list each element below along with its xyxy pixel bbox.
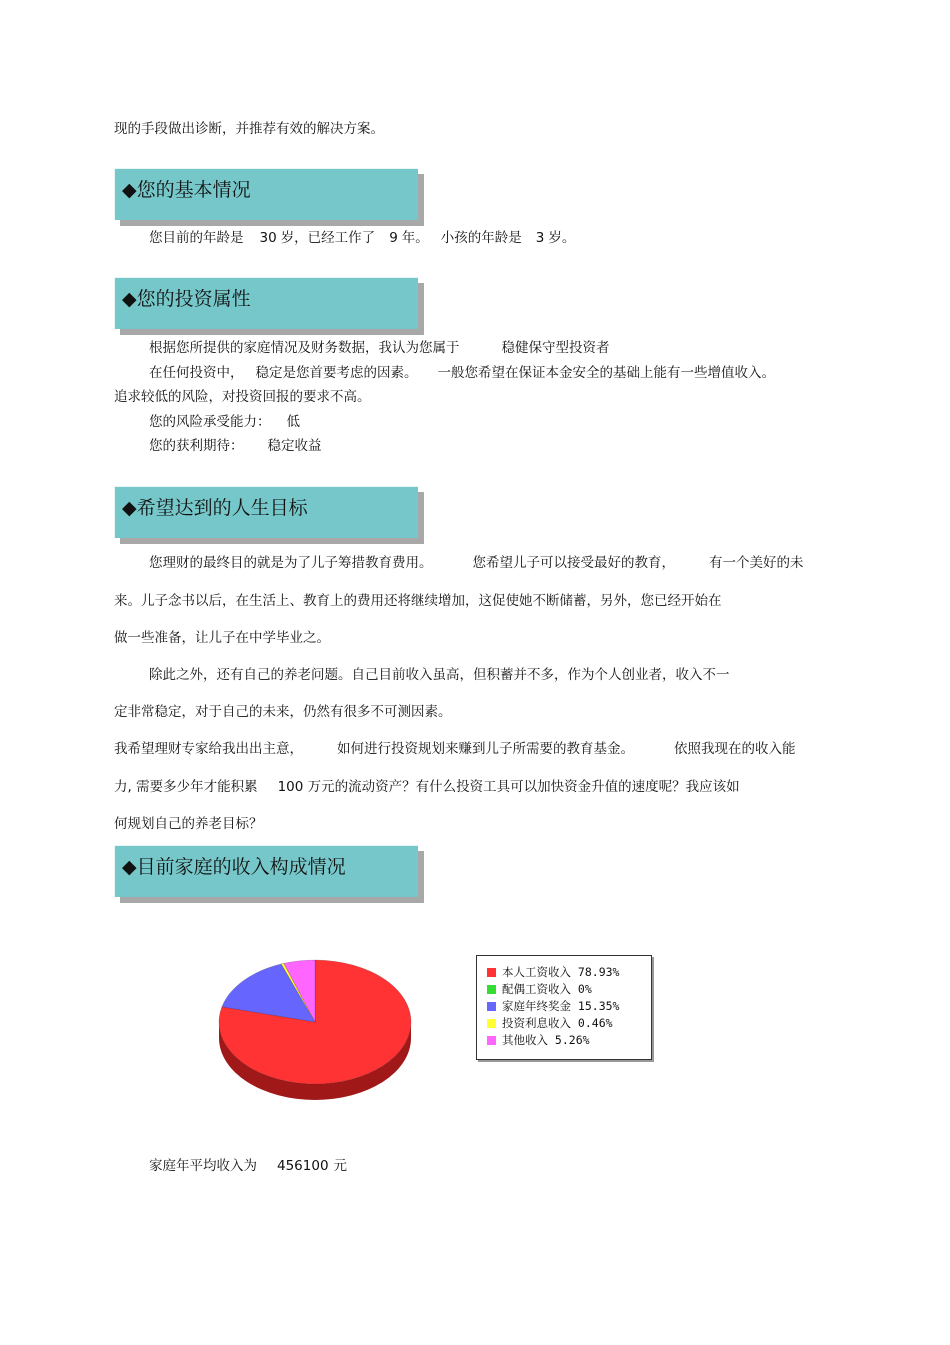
legend-swatch (487, 985, 496, 994)
invest-desc-line: 在任何投资中， 稳定是您首要考虑的因素。 一般您希望在保证本金安全的基础上能有一些增值收入。 (149, 365, 775, 381)
legend-swatch (487, 968, 496, 977)
age-value: 30 (259, 230, 277, 246)
profit-expectation-value: 稳定收益 (267, 438, 322, 454)
goals-line-1: 您理财的最终目的就是为了儿子筹措教育费用。 您希望儿子可以接受最好的教育， 有一个美好的未 (149, 555, 804, 571)
legend-label: 其他收入 5.26% (502, 1033, 590, 1047)
legend-swatch (487, 1019, 496, 1028)
basic-info-line: 您目前的年龄是 30 岁，已经工作了 9 年。 小孩的年龄是 3 岁。 (149, 230, 576, 246)
section-header-basic (114, 168, 418, 220)
legend-label: 本人工资收入 78.93% (502, 965, 620, 979)
invest-type-value: 稳健保守型投资者 (501, 340, 610, 356)
section-header-invest (114, 277, 418, 329)
annual-income-value: 456100 (277, 1158, 329, 1174)
section-title: ◆您的投资属性 (122, 288, 251, 310)
legend-item (487, 964, 619, 980)
legend-item (487, 981, 592, 997)
legend-label: 家庭年终奖金 15.35% (502, 999, 620, 1013)
child-age-value: 3 (535, 230, 545, 246)
invest-desc-line-2: 追求较低的风险，对投资回报的要求不高。 (114, 389, 371, 405)
section-title: ◆您的基本情况 (122, 179, 251, 201)
goals-line-8: 何规划自己的养老目标？ (114, 816, 263, 832)
legend-item (487, 1032, 590, 1048)
goals-line-6: 我希望理财专家给我出出主意， 如何进行投资规划来赚到儿子所需要的教育基金。 依照我现在的收入能 (114, 741, 796, 757)
income-summary-line: 家庭年平均收入为 456100 元 (149, 1158, 348, 1174)
risk-tolerance-value: 低 (286, 414, 300, 430)
section-header-income (114, 845, 418, 897)
risk-tolerance-line: 您的风险承受能力： 低 (149, 414, 300, 430)
legend-swatch (487, 1002, 496, 1011)
goals-line-7: 力, 需要多少年才能积累 100 万元的流动资产？有什么投资工具可以加快资金升值的速度呢？我应该如 (114, 779, 740, 795)
legend-item (487, 998, 619, 1014)
work-years-value: 9 (389, 230, 398, 246)
section-header-goals (114, 486, 418, 538)
section-title: ◆目前家庭的收入构成情况 (122, 856, 346, 878)
goals-line-4: 除此之外，还有自己的养老问题。自己目前收入虽高，但积蓄并不多，作为个人创业者，收入不一 (149, 667, 730, 683)
chart-legend (476, 955, 652, 1060)
profit-expectation-line: 您的获利期待： 稳定收益 (149, 438, 322, 454)
income-pie-chart (205, 950, 425, 1120)
invest-type-line: 根据您所提供的家庭情况及财务数据，我认为您属于 稳健保守型投资者 (149, 340, 610, 356)
intro-line: 现的手段做出诊断，并推荐有效的解决方案。 (114, 121, 384, 137)
legend-label: 配偶工资收入 0% (502, 982, 592, 996)
legend-swatch (487, 1036, 496, 1045)
goals-line-3: 做一些准备，让儿子在中学毕业之。 (114, 630, 330, 646)
legend-label: 投资利息收入 0.46% (502, 1016, 613, 1030)
legend-item (487, 1015, 613, 1031)
section-title: ◆希望达到的人生目标 (122, 497, 308, 519)
goals-line-2: 来。儿子念书以后，在生活上、教育上的费用还将继续增加，这促使她不断储蓄，另外，您已经开始在 (114, 593, 722, 609)
goals-line-5: 定非常稳定，对于自己的未来，仍然有很多不可测因素。 (114, 704, 452, 720)
